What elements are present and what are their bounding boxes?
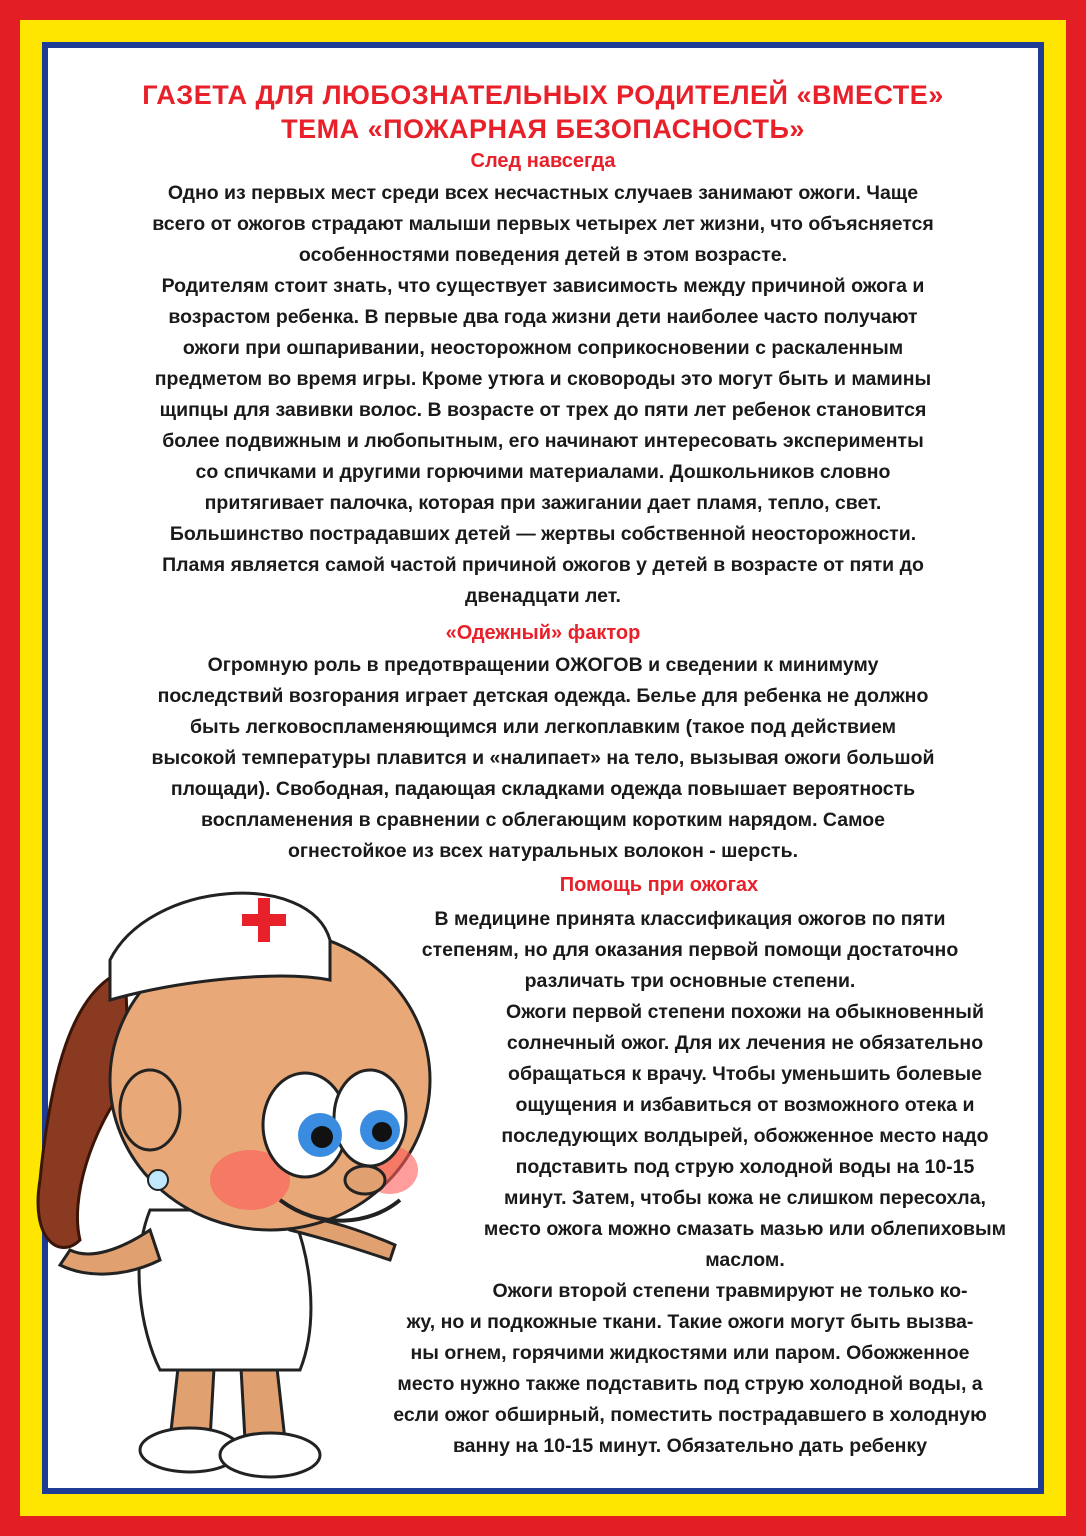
text-line: ожоги при ошпаривании, неосторожном соприкосновении с раскаленным [182, 337, 904, 359]
text-line: место ожога можно смазать мазью или облепиховым [483, 1218, 1007, 1240]
text-line: Ожоги второй степени травмируют не только ко- [492, 1280, 968, 1302]
text-line: притягивает палочка, которая при зажигании дает пламя, тепло, свет. [204, 492, 882, 514]
nurse-cartoon-illustration [30, 880, 450, 1500]
section-heading-burn-help: Помощь при ожогах [559, 874, 759, 896]
text-line: Огромную роль в предотвращении ОЖОГОВ и сведении к минимуму [207, 654, 879, 676]
text-line: всего от ожогов страдают малыши первых четырех лет жизни, что объясняется [152, 213, 934, 235]
text-line: последствий возгорания играет детская одежда. Белье для ребенка не должно [157, 685, 929, 707]
section-text-clothing-factor [60, 650, 1026, 867]
text-line: ощущения и избавиться от возможного отека и [515, 1094, 975, 1116]
text-line: щипцы для завивки волос. В возрасте от трех до пяти лет ребенок становится [159, 399, 927, 421]
text-line: ванну на 10-15 минут. Обязательно дать ребенку [452, 1435, 928, 1457]
text-line: место нужно также подставить под струю холодной воды, а [397, 1373, 983, 1395]
text-line: Пламя является самой частой причиной ожогов у детей в возрасте от пяти до [162, 554, 924, 576]
text-line: быть легковоспламеняющимся или легкоплавким (такое под действием [190, 716, 896, 738]
text-line: особенностями поведения детей в этом возрасте. [298, 244, 788, 266]
text-line: жу, но и подкожные ткани. Такие ожоги могут быть вызва- [406, 1311, 974, 1333]
text-line: ны огнем, горячими жидкостями или паром. Обожженное [410, 1342, 970, 1364]
text-line: более подвижным и любопытным, его начинают интересовать эксперименты [162, 430, 924, 452]
section-heading-forever-trace: След навсегда [470, 150, 616, 172]
section-heading-clothing-factor: «Одежный» фактор [445, 622, 641, 644]
text-line: воспламенения в сравнении с облегающим коротким нарядом. Самое [200, 809, 886, 831]
text-line: Одно из первых мест среди всех несчастных случаев занимают ожоги. Чаще [167, 182, 919, 204]
topic-title: ТЕМА «ПОЖАРНАЯ БЕЗОПАСНОСТЬ» [281, 114, 805, 144]
text-line: степеням, но для оказания первой помощи достаточно [421, 939, 959, 961]
text-line: маслом. [705, 1249, 785, 1271]
text-line: огнестойкое из всех натуральных волокон - шерсть. [287, 840, 798, 862]
text-line: последующих волдырей, обожженное место надо [501, 1125, 989, 1147]
text-line: Ожоги первой степени похожи на обыкновенный [506, 1001, 984, 1023]
newspaper-title: ГАЗЕТА ДЛЯ ЛЮБОЗНАТЕЛЬНЫХ РОДИТЕЛЕЙ «ВМЕСТЕ» [142, 80, 944, 110]
text-line: высокой температуры плавится и «налипает» на тело, вызывая ожоги большой [151, 747, 935, 769]
text-line: площади). Свободная, падающая складками одежда повышает вероятность [170, 778, 916, 800]
text-line: В медицине принята классификация ожогов по пяти [434, 908, 946, 930]
text-line: Большинство пострадавших детей — жертвы собственной неосторожности. [169, 523, 917, 545]
text-line: различать три основные степени. [524, 970, 856, 992]
text-line: со спичками и другими горючими материалами. Дошкольников словно [195, 461, 891, 483]
text-line: минут. Затем, чтобы кожа не слишком пересохла, [504, 1187, 986, 1209]
section-text-forever-trace [60, 178, 1026, 612]
text-line: подставить под струю холодной воды на 10-15 [515, 1156, 975, 1178]
text-line: Родителям стоит знать, что существует зависимость между причиной ожога и [161, 275, 925, 297]
text-line: предметом во время игры. Кроме утюга и сковороды это могут быть и мамины [154, 368, 932, 390]
text-line: возрастом ребенка. В первые два года жизни дети наиболее часто получают [168, 306, 918, 328]
text-line: если ожог обширный, поместить пострадавшего в холодную [393, 1404, 987, 1426]
text-line: обращаться к врачу. Чтобы уменьшить болевые [508, 1063, 982, 1085]
text-line: солнечный ожог. Для их лечения не обязательно [506, 1032, 984, 1054]
text-line: двенадцати лет. [465, 585, 621, 607]
